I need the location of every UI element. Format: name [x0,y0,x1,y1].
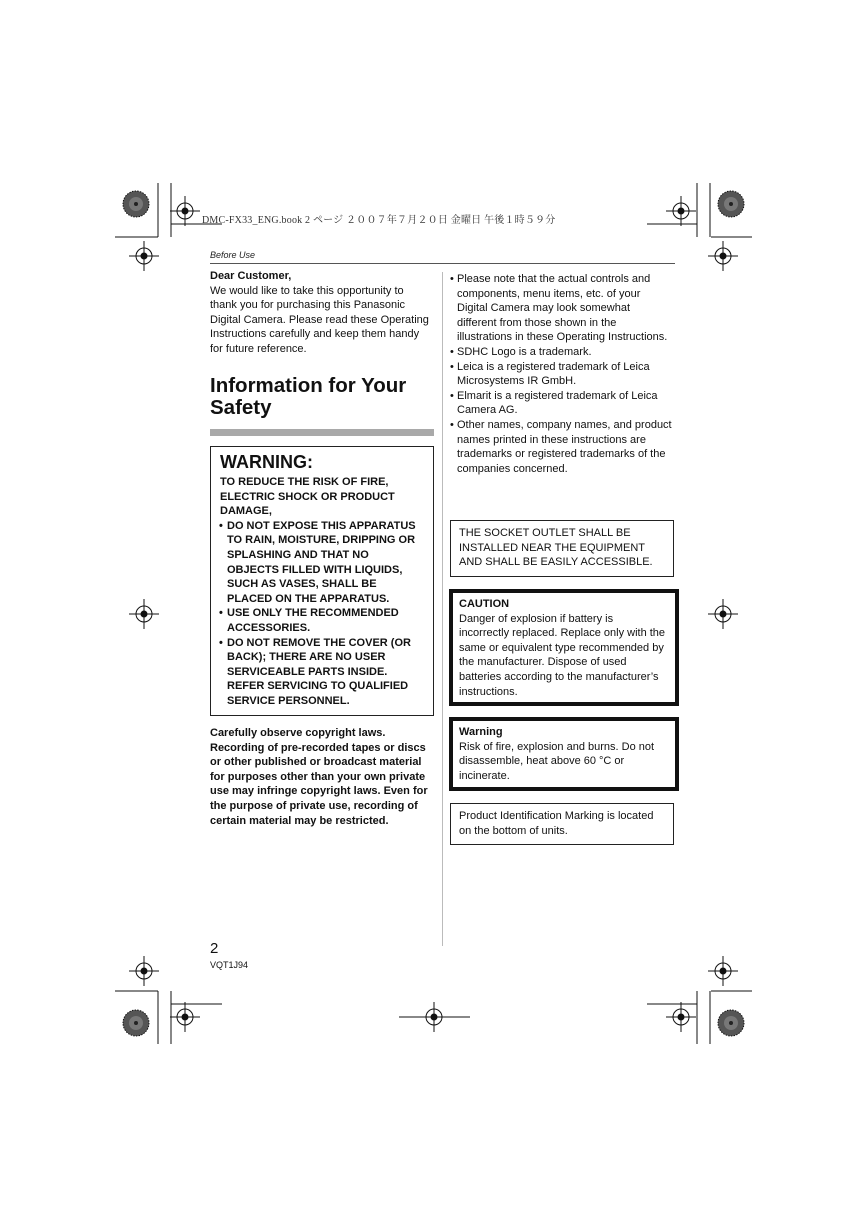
safety-heading-line1: Information for Your [210,374,407,397]
product-id-notice: Product Identification Marking is located on the bottom of units. [450,803,674,845]
right-column [450,272,672,476]
caution-body: Danger of explosion if battery is incorrectly replaced. Replace only with the same or equivalent type recommended by the manufacturer. Dispose of used batteries according to the manufacturer’s instructions. [459,612,666,698]
document-code: VQT1J94 [210,960,249,970]
left-column [210,269,432,436]
registration-star-top-right [718,191,744,217]
note-item: • Other names, company names, and product names printed in these instructions are trademarks or registered trademarks of the companies concerned. [450,418,672,476]
registration-target-top-right [666,196,696,226]
registration-target-bottom-right [666,1002,696,1032]
header-rule [210,263,675,264]
warning-list [220,519,422,709]
caution-box [449,589,679,706]
registration-target-top-left [170,196,200,226]
warning-box [210,446,434,716]
registration-target-left-lower [129,956,159,986]
page-number: 2 [210,940,219,957]
copyright-notice: Carefully observe copyright laws. Recording of pre-recorded tapes or discs or other published or broadcast material for purposes other than your own private use may infringe copyright laws. Even for the purpose of private use, recording of certain material may be restricted. [210,727,428,827]
safety-heading-bar [210,429,434,436]
warning-item: • DO NOT EXPOSE THIS APPARATUS TO RAIN, MOISTURE, DRIPPING OR SPLASHING AND THAT NO OBJECTS FILLED WITH LIQUIDS, SUCH AS VASES, SHALL BE PLACED ON THE APPARATUS. [220,519,422,607]
registration-star-bottom-left [123,1010,149,1036]
registration-star-top-left [123,191,149,217]
registration-target-right-upper [708,241,738,271]
warning-intro: TO REDUCE THE RISK OF FIRE, ELECTRIC SHOCK OR PRODUCT DAMAGE, [220,476,395,518]
battery-warning-heading: Warning [459,726,503,738]
socket-outlet-notice: THE SOCKET OUTLET SHALL BE INSTALLED NEAR THE EQUIPMENT AND SHALL BE EASILY ACCESSIBLE. [450,520,674,577]
note-item: • Leica is a registered trademark of Leica Microsystems IR GmbH. [450,360,672,389]
section-label: Before Use [210,250,256,260]
warning-heading: WARNING: [220,452,313,472]
registration-target-left-upper [129,241,159,271]
warning-item: • USE ONLY THE RECOMMENDED ACCESSORIES. [220,606,422,635]
registration-star-bottom-right [718,1010,744,1036]
warning-item: • DO NOT REMOVE THE COVER (OR BACK); THERE ARE NO USER SERVICEABLE PARTS INSIDE. REFER SERVICING TO QUALIFIED SERVICE PERSONNEL. [220,636,422,709]
safety-heading-line2: Safety [210,396,272,419]
note-item: • SDHC Logo is a trademark. [450,345,672,360]
registration-target-bottom-center [419,1002,449,1032]
battery-warning-box [449,717,679,791]
registration-target-bottom-left [170,1002,200,1032]
note-item: • Elmarit is a registered trademark of Leica Camera AG. [450,389,672,418]
intro-body: We would like to take this opportunity to thank you for purchasing this Panasonic Digital Camera. Please read these Operating Instructions carefully and keep them handy for future reference. [210,284,429,355]
note-item: • Please note that the actual controls and components, menu items, etc. of your Digital Camera may look somewhat different from those shown in the illustrations in these Operating Instructions. [450,272,672,345]
registration-target-right-middle [708,599,738,629]
column-divider [442,272,443,946]
battery-warning-body: Risk of fire, explosion and burns. Do not disassemble, heat above 60 °C or incinerate. [459,740,655,782]
intro-title: Dear Customer, [210,270,292,282]
registration-target-left-middle [129,599,159,629]
print-header: DMC-FX33_ENG.book 2 ページ ２００７年７月２０日 金曜日 午後１時５９分 [202,215,556,226]
caution-heading: CAUTION [459,598,510,610]
notes-list [450,272,672,476]
safety-heading [210,375,432,419]
registration-target-right-lower [708,956,738,986]
